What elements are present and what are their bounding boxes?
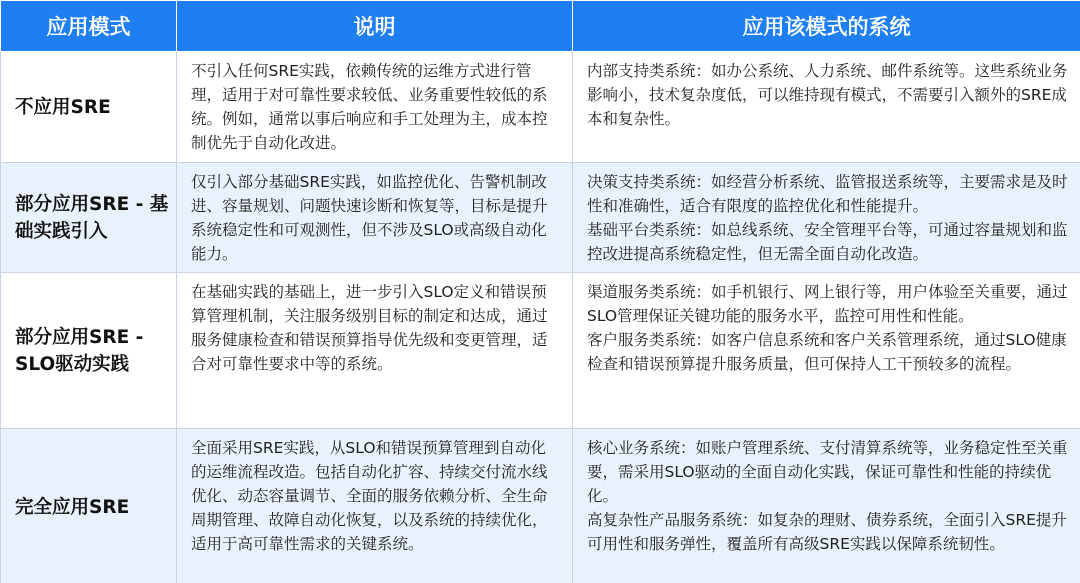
mode-cell: 完全应用SRE <box>1 429 177 583</box>
header-systems: 应用该模式的系统 <box>573 1 1080 52</box>
systems-paragraph: 内部支持类系统：如办公系统、人力系统、邮件系统等。这些系统业务影响小，技术复杂度低，可以维持现有模式，不需要引入额外的SRE成本和复杂性。 <box>587 62 1068 128</box>
systems-cell <box>573 429 1080 583</box>
description-cell: 不引入任何SRE实践，依赖传统的运维方式进行管理，适用于对可靠性要求较低、业务重要性较低的系统。例如，通常以事后响应和手工处理为主，成本控制优先于自动化改进。 <box>177 52 573 163</box>
systems-cell <box>573 273 1080 429</box>
table-row <box>1 429 1080 583</box>
description-cell: 仅引入部分基础SRE实践，如监控优化、告警机制改进、容量规划、问题快速诊断和恢复等，目标是提升系统稳定性和可观测性，但不涉及SLO或高级自动化能力。 <box>177 163 573 273</box>
table-row <box>1 163 1080 273</box>
systems-paragraph: 核心业务系统：如账户管理系统、支付清算系统等，业务稳定性至关重要，需采用SLO驱动的全面自动化实践，保证可靠性和性能的持续优化。 <box>587 439 1068 505</box>
systems-paragraph: 客户服务类系统：如客户信息系统和客户关系管理系统，通过SLO健康检查和错误预算提升服务质量，但可保持人工干预较多的流程。 <box>587 331 1067 373</box>
description-cell: 在基础实践的基础上，进一步引入SLO定义和错误预算管理机制，关注服务级别目标的制定和达成，通过服务健康检查和错误预算指导优先级和变更管理，适合对可靠性要求中等的系统。 <box>177 273 573 429</box>
table-header-row <box>1 1 1080 52</box>
table-row <box>1 273 1080 429</box>
header-mode: 应用模式 <box>1 1 177 52</box>
systems-paragraph: 决策支持类系统：如经营分析系统、监管报送系统等，主要需求是及时性和准确性，适合有限度的监控优化和性能提升。 <box>587 173 1068 215</box>
mode-cell: 部分应用SRE - SLO驱动实践 <box>1 273 177 429</box>
header-description: 说明 <box>177 1 573 52</box>
mode-cell: 部分应用SRE - 基础实践引入 <box>1 163 177 273</box>
systems-cell <box>573 52 1080 163</box>
systems-paragraph: 渠道服务类系统：如手机银行、网上银行等，用户体验至关重要，通过SLO管理保证关键功能的服务水平，监控可用性和性能。 <box>587 283 1068 325</box>
systems-paragraph: 基础平台类系统：如总线系统、安全管理平台等，可通过容量规划和监控改进提高系统稳定性，但无需全面自动化改造。 <box>587 221 1068 263</box>
description-cell: 全面采用SRE实践，从SLO和错误预算管理到自动化的运维流程改造。包括自动化扩容、持续交付流水线优化、动态容量调节、全面的服务依赖分析、全生命周期管理、故障自动化恢复，以及系统的持续优化，适用于高可靠性需求的关键系统。 <box>177 429 573 583</box>
mode-cell: 不应用SRE <box>1 52 177 163</box>
table-row <box>1 52 1080 163</box>
systems-paragraph: 高复杂性产品服务系统：如复杂的理财、债券系统，全面引入SRE提升可用性和服务弹性，覆盖所有高级SRE实践以保障系统韧性。 <box>587 511 1067 553</box>
systems-cell <box>573 163 1080 273</box>
